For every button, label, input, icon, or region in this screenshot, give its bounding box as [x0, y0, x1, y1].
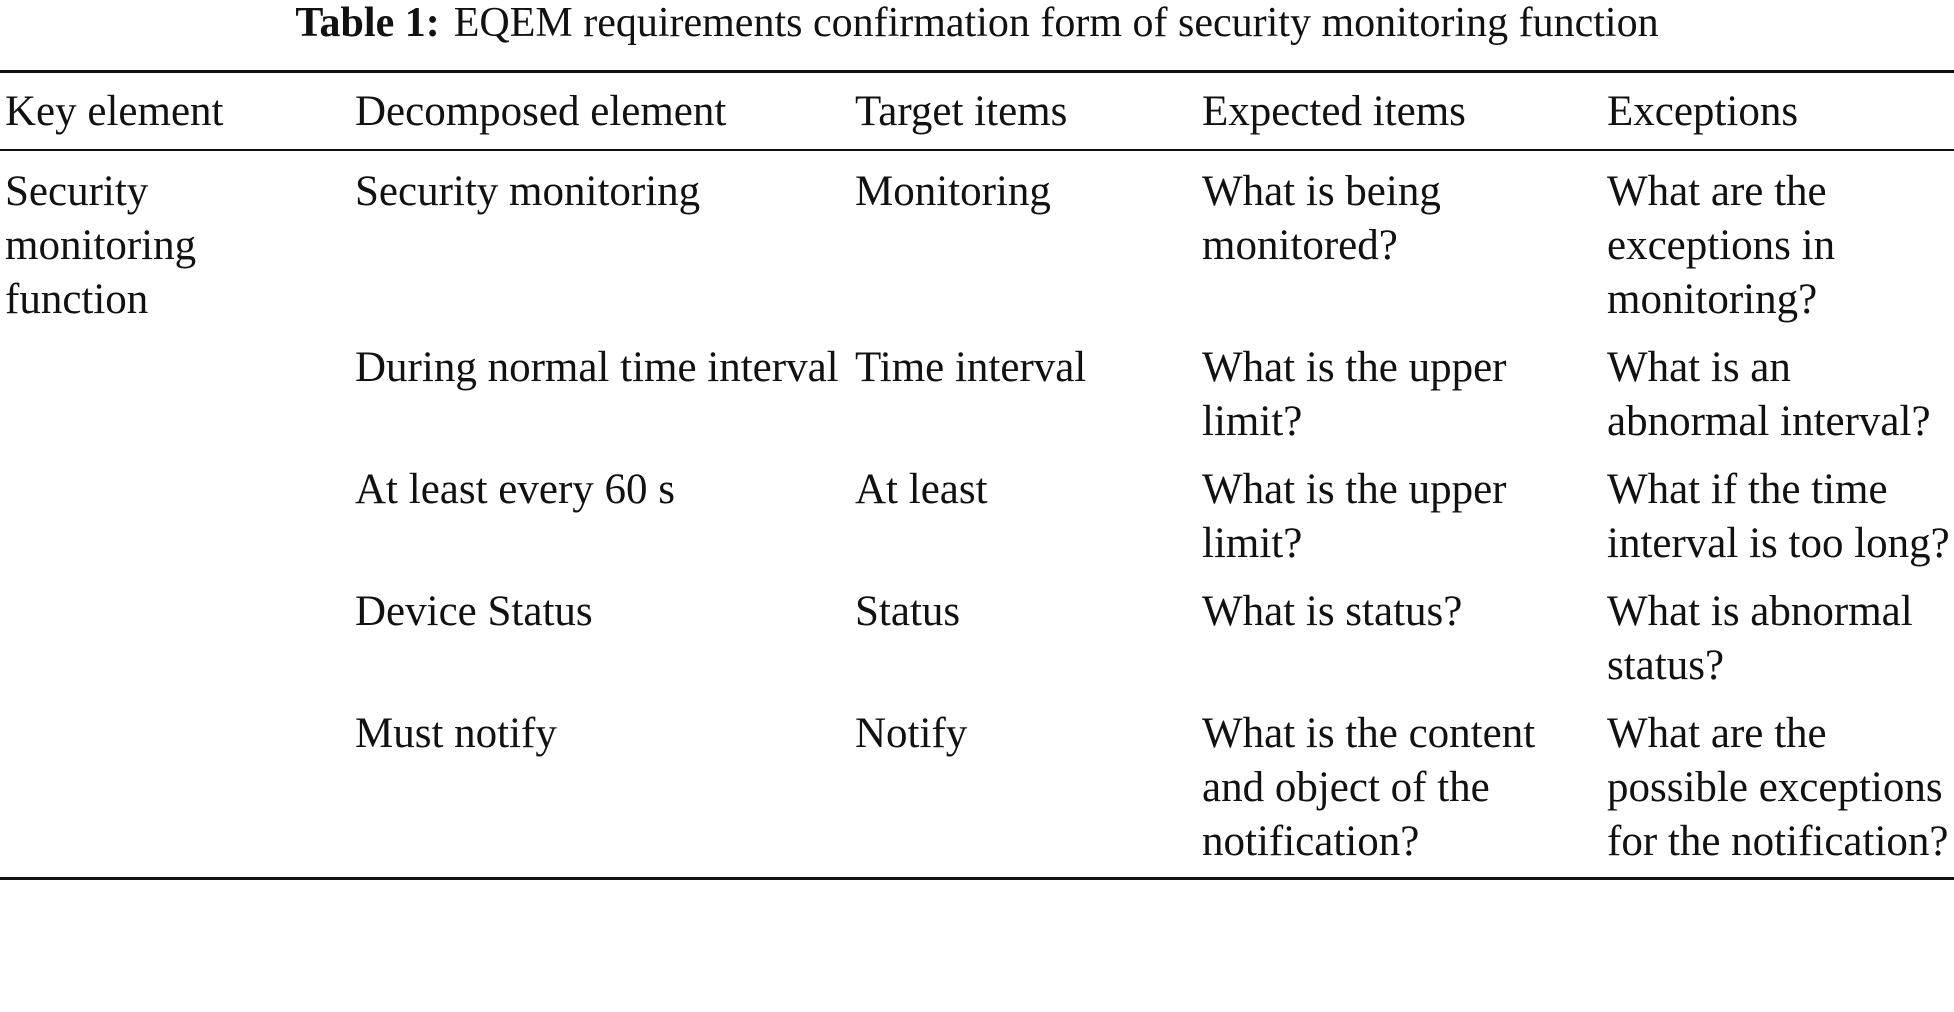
- expected-items-cell: What is the upper limit?: [1202, 344, 1507, 445]
- target-items-cell: Status: [855, 588, 961, 635]
- expected-items-cell: What is status?: [1202, 588, 1463, 635]
- target-items-cell: Time interval: [855, 344, 1087, 391]
- expected-items-cell: What is the upper limit?: [1202, 466, 1507, 567]
- requirements-table: [0, 70, 1954, 880]
- exceptions-cell: What is abnormal status?: [1607, 588, 1913, 689]
- table-caption-label: Table 1:: [295, 0, 440, 46]
- table-caption-text: EQEM requirements confirmation form of security monitoring function: [453, 0, 1659, 46]
- exceptions-cell: What if the time interval is too long?: [1607, 466, 1950, 567]
- table-row: [0, 150, 1954, 335]
- expected-items-cell: What is being monitored?: [1202, 168, 1441, 269]
- column-header-target-items: Target items: [855, 88, 1068, 135]
- table-header: [0, 72, 1954, 151]
- column-header-key-element: Key element: [5, 88, 224, 135]
- target-items-cell: Notify: [855, 710, 968, 757]
- column-header-expected-items: Expected items: [1202, 88, 1466, 135]
- header-row: [0, 72, 1954, 151]
- exceptions-cell: What are the possible exceptions for the notification?: [1607, 710, 1949, 865]
- table-caption: [0, 0, 1954, 46]
- decomposed-element-cell: Security monitoring: [355, 168, 701, 215]
- decomposed-element-cell: At least every 60 s: [355, 466, 676, 513]
- exceptions-cell: What are the exceptions in monitoring?: [1607, 168, 1836, 323]
- target-items-cell: Monitoring: [855, 168, 1051, 215]
- key-element-cell: Security monitoring function: [5, 168, 197, 323]
- column-header-exceptions: Exceptions: [1607, 88, 1799, 135]
- decomposed-element-cell: During normal time interval: [355, 344, 839, 391]
- decomposed-element-cell: Must notify: [355, 710, 557, 757]
- target-items-cell: At least: [855, 466, 988, 513]
- column-header-decomposed-element: Decomposed element: [355, 88, 727, 135]
- exceptions-cell: What is an abnormal interval?: [1607, 344, 1931, 445]
- table-body: [0, 150, 1954, 879]
- expected-items-cell: What is the content and object of the notification?: [1202, 710, 1536, 865]
- decomposed-element-cell: Device Status: [355, 588, 593, 635]
